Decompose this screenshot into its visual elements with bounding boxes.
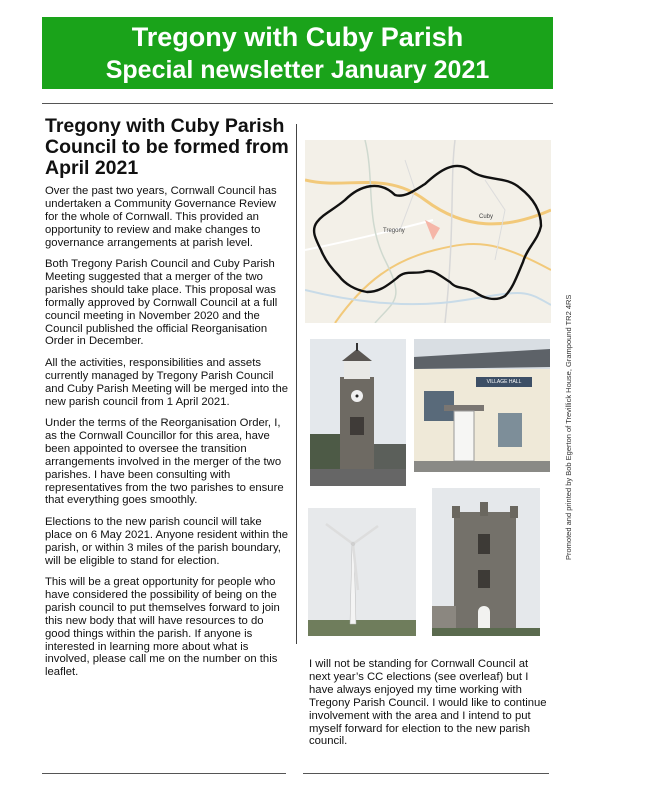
- article-paragraph: Over the past two years, Cornwall Council has undertaken a Community Governance Review for the whole of Cornwall. This provided an opportunity to review and make changes to governance arrangements at parish level.: [45, 185, 277, 249]
- closing-paragraph: I will not be standing for Cornwall Council at next year’s CC elections (see overleaf) but I have always enjoyed my time working with Tregony Parish Council. I would like to continue involvement with the area and I intend to put myself forward for election to the new parish council.: [309, 658, 547, 748]
- article-paragraph: All the activities, responsibilities and assets currently managed by Tregony Parish Council and Cuby Parish Meeting will be merged into the new parish council from 1 April 2021.: [45, 356, 289, 408]
- banner-subtitle: Special newsletter January 2021: [105, 56, 490, 84]
- newsletter-banner: [42, 17, 553, 89]
- article-paragraph: Both Tregony Parish Council and Cuby Parish Meeting suggested that a merger of the two parishes should take place. This proposal was formally approved by Cornwall Council at a full council meeting in November 2020 and the Council published the official Reorganisation Order in December.: [45, 258, 278, 348]
- bottom-divider-right: [303, 773, 549, 774]
- church-tower-photo: [432, 488, 540, 636]
- map-label-cuby: Cuby: [479, 214, 494, 220]
- article-paragraph: Elections to the new parish council will take place on 6 May 2021. Anyone resident within the parish, or within 3 miles of the parish boundary, will be eligible to stand for election.: [45, 515, 289, 567]
- bottom-divider-left: [42, 773, 286, 774]
- column-divider: [296, 124, 297, 644]
- parish-boundary-map: [305, 140, 551, 323]
- banner-title: Tregony with Cuby Parish: [131, 22, 464, 52]
- map-label-tregony: Tregony: [383, 228, 405, 234]
- village-hall-sign: VILLAGE HALL: [486, 379, 522, 385]
- article-paragraph: This will be a great opportunity for people who have considered the possibility of being on the parish council to put themselves forward to join this new body that will have resources to do good things within the parish. If anyone is interested in learning more about what is involved, please call me on the number on this leaflet.: [45, 575, 280, 679]
- article-column: [45, 116, 291, 688]
- article-headline: Tregony with Cuby Parish Council to be formed from April 2021: [45, 115, 289, 179]
- village-hall-photo: [414, 339, 550, 472]
- top-divider: [42, 103, 553, 104]
- article-paragraph: Under the terms of the Reorganisation Order, I, as the Cornwall Councillor for this area, have been appointed to oversee the transition arrangements involved in the merger of the two parishes. I have been consulting with representatives from the two parishes to ensure that everything goes smoothly.: [45, 417, 284, 507]
- imprint-text: Promoted and printed by Bob Egerton of Trevillick House, Grampound TR2 4RS: [564, 294, 573, 560]
- wind-turbine-photo: [308, 508, 416, 636]
- clock-tower-photo: [310, 339, 406, 486]
